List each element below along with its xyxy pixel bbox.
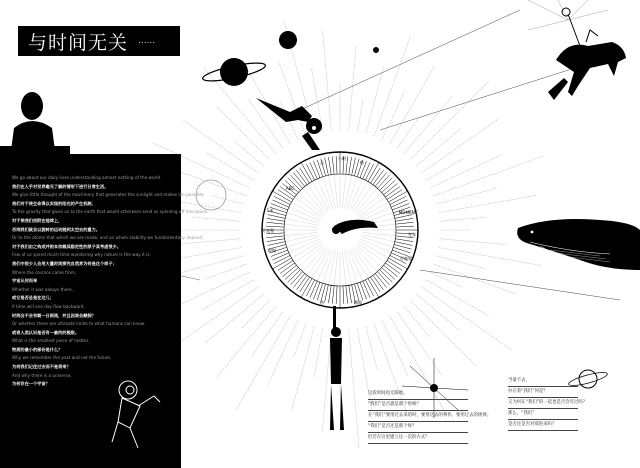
text-ray bbox=[366, 67, 384, 134]
english-text-line: Whether it was always there, bbox=[12, 286, 74, 292]
clock-dial bbox=[250, 140, 430, 320]
english-text-line: What is the smallest piece of matter, bbox=[12, 338, 90, 344]
falling-diver-icon bbox=[250, 92, 336, 152]
english-text-line: Or whether there are ultimate limits to what humans can know. bbox=[12, 321, 146, 327]
chinese-text-line: 对于使我们依附在地球上， bbox=[12, 217, 63, 223]
clock-label: 可变程 bbox=[261, 228, 275, 233]
english-text-line: We give little thought of the machinery that generates the sunlight and makes life possible, bbox=[12, 192, 205, 198]
title-ellipsis: ...... bbox=[138, 36, 156, 46]
bottom-notes-center bbox=[368, 389, 492, 444]
horse-rider-icon bbox=[528, 0, 640, 112]
left-text-panel bbox=[0, 154, 209, 468]
note-line: “我们”是否就是那个时候？ bbox=[368, 400, 468, 411]
english-text-line: Why we remember the past and not the future, bbox=[12, 355, 112, 361]
text-ray bbox=[349, 46, 356, 131]
bilingual-text-block bbox=[12, 174, 209, 389]
note-line: 当量不去， bbox=[508, 376, 578, 387]
chinese-text-line: 物质的最小的部份是什么？ bbox=[12, 346, 63, 352]
clock-label: 瞬间 bbox=[353, 300, 363, 305]
text-ray bbox=[357, 100, 363, 132]
chinese-text-line: 我们在人乎对世界毫无了解的情形下进行日常生活。 bbox=[12, 183, 109, 189]
text-ray bbox=[422, 287, 511, 350]
poster-title: 与时间无关 bbox=[28, 32, 129, 54]
text-ray bbox=[434, 156, 543, 196]
note-line: 又为何在“我们”的一起也是否会有过吗？ bbox=[508, 398, 578, 409]
chinese-text-line: 或它是否总是在这儿； bbox=[12, 295, 54, 301]
clock-label: 小时 bbox=[337, 156, 347, 161]
english-text-line: Few of us spend much time wondering why nature is the way it is, bbox=[12, 252, 151, 258]
text-ray bbox=[192, 217, 241, 221]
text-ray bbox=[427, 159, 463, 180]
text-ray bbox=[437, 188, 498, 204]
text-ray bbox=[390, 65, 435, 143]
english-text-line: Or to the atoms that which we are made, and on whole stability we fundamentally depend. bbox=[12, 235, 204, 241]
note-line: 那么，“我们” bbox=[508, 409, 578, 420]
note-line: “我们”是否还是那个时？ bbox=[368, 422, 468, 433]
clock-label: 秒 bbox=[359, 160, 365, 165]
text-ray bbox=[437, 256, 486, 269]
english-text-line: To the gravity that glues us to the earth that would otherwise send us spinning off into space. bbox=[12, 209, 209, 215]
text-ray bbox=[201, 280, 253, 310]
text-ray bbox=[349, 330, 359, 449]
note-line: 这段时间再无限地。 bbox=[368, 389, 468, 400]
english-text-line: If time will one day flow backward, bbox=[12, 303, 85, 309]
english-text-line: Where the cosmos came from, bbox=[12, 269, 77, 275]
bottom-notes-right bbox=[508, 376, 588, 431]
text-ray bbox=[422, 118, 500, 172]
clock-label: 1米 bbox=[266, 208, 274, 213]
text-ray bbox=[366, 327, 378, 370]
chinese-text-line: 宇宙从何而来 bbox=[12, 278, 38, 284]
text-ray bbox=[440, 239, 507, 245]
text-ray bbox=[268, 321, 298, 385]
chinese-text-line: 我们对于使生命得以实现的阳光的产生机制， bbox=[12, 200, 96, 206]
hanging-man-icon bbox=[324, 306, 348, 436]
note-line: 但若在这里建立这一次的方式？ bbox=[368, 433, 468, 444]
chinese-text-line: 时间会不会有朝一日倒流，并且因果会颠倒？ bbox=[12, 312, 96, 318]
chinese-text-line: 否则我们就会以旋转的运动抛到太空去的重力。 bbox=[12, 226, 100, 232]
clock-label: 天 bbox=[319, 160, 325, 165]
title-banner bbox=[18, 26, 180, 56]
english-text-line: We go about our daily lives understanding almost nothing of the world. bbox=[12, 175, 162, 180]
clock-label: 光年 bbox=[407, 232, 417, 237]
saturn-planet-icon bbox=[204, 52, 272, 92]
text-ray bbox=[236, 317, 290, 411]
note-line: 办在着“我们”何是？ bbox=[508, 387, 578, 398]
text-ray bbox=[434, 264, 517, 294]
text-ray bbox=[294, 324, 306, 356]
tiny-dot-icon bbox=[372, 46, 380, 54]
whale-icon bbox=[510, 210, 640, 272]
text-ray bbox=[314, 328, 323, 377]
note-line: 是否还是否对那进来吗？ bbox=[508, 420, 578, 431]
chinese-text-line: 对于我们由之构成并根本依赖其稳定性的原子其考虑很少。 bbox=[12, 243, 121, 249]
outline-moon-icon bbox=[194, 178, 228, 212]
text-ray bbox=[440, 217, 487, 221]
english-text-line: And why there is a universe. bbox=[12, 372, 72, 378]
chinese-text-line: 我们中很少人会用大量时间探究自然界为何是这个样子； bbox=[12, 260, 117, 266]
clock-label: 秒 bbox=[319, 300, 325, 305]
astronaut-icon bbox=[108, 376, 168, 454]
clock-label: 可变程 bbox=[399, 256, 413, 261]
clock-label: MOMENT bbox=[398, 210, 418, 215]
diver-silhouette-icon bbox=[0, 88, 70, 158]
dark-moon-icon bbox=[276, 28, 300, 52]
text-ray bbox=[292, 327, 315, 411]
chinese-text-line: 为何存在一个宇宙？ bbox=[12, 381, 50, 387]
clock-label: 数据 bbox=[267, 248, 277, 253]
chinese-text-line: 或者人类认识是否有一最终的极限。 bbox=[12, 329, 80, 335]
clock-label: ABC bbox=[285, 186, 295, 191]
text-ray bbox=[382, 91, 404, 139]
chinese-text-line: 为何我们记住过去而不是将来？ bbox=[12, 364, 71, 370]
text-ray bbox=[207, 153, 254, 180]
note-line: 在“我们”要用过去来的时，要用过去的事件。要用过去的规律。 bbox=[368, 411, 468, 422]
text-ray bbox=[184, 120, 259, 172]
